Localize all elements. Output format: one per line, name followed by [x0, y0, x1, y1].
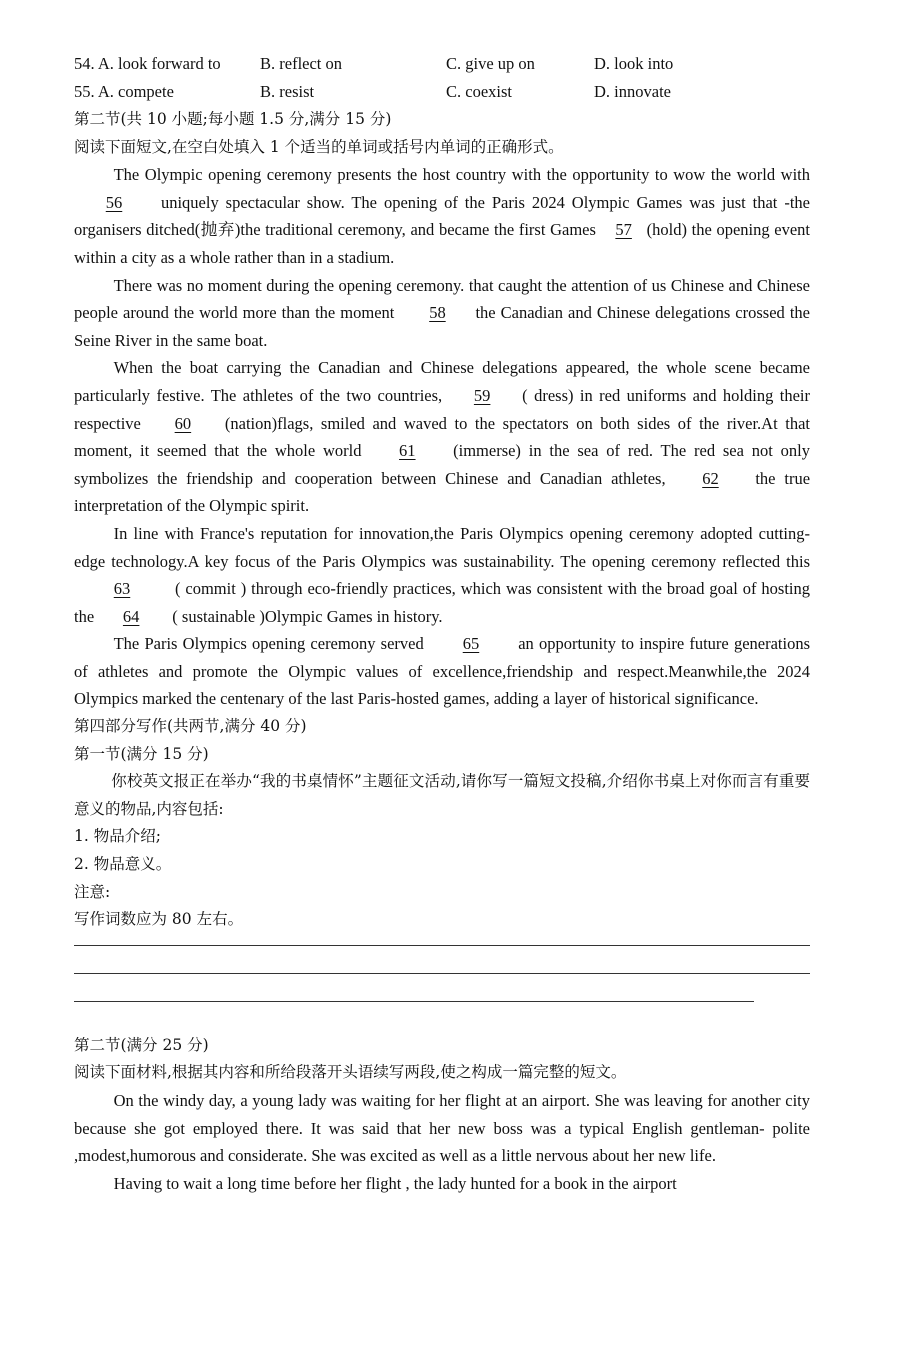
blank-59[interactable]: 59 [473, 385, 491, 405]
q55-option-a: 55. A. compete [74, 82, 174, 101]
cloze-paragraph-3: When the boat carrying the Canadian and Chinese delegations appeared, the whole scene became particularly festive. The athletes of the two countries, 59 ( dress) in red uniforms and holding their respective 60 (nation)flags, smiled and waved to the spectators on both sides of the river.At that moment, it seemed that the whole world 61 (immerse) in the sea of red. The red sea not only symbolizes the friendship and cooperation between Chinese and Canadian athletes, 62 the true interpretation of the Olympic spirit. [74, 358, 811, 516]
q54-option-d: D. look into [594, 54, 674, 73]
cloze-paragraph-2: There was no moment during the opening ceremony. that caught the attention of us Chinese and Chinese people around the world more than the moment 58 the Canadian and Chinese delegations crossed the Seine River in the same boat. [74, 275, 810, 350]
exam-page [74, 50, 810, 1197]
story-paragraph-1: On the windy day, a young lady was waiting for her flight at an airport. She was leaving for another city because she got employed there. It was said that her new boss was a typical English gentleman- polite ,modest,humorous and considerate. She was excited as well as a little nervous about her new life. [74, 1091, 810, 1166]
cloze-paragraph-1: The Olympic opening ceremony presents the host country with the opportunity to wow the world with56 uniquely spectacular show. The opening of the Paris 2024 Olympic Games was just that -the organisers ditched(抛弃)the traditional ceremony, and became the first Games 57 (hold) the opening event within a city as a whole rather than in a stadium. [74, 165, 811, 267]
writing1-heading: 第一节(满分 15 分) [74, 744, 209, 763]
blank-65[interactable]: 65 [462, 634, 480, 654]
writing1-item-1: 1. 物品介绍; [74, 827, 161, 846]
q54-option-a: 54. A. look forward to [74, 54, 221, 73]
cloze-paragraph-5: The Paris Olympics opening ceremony served 65 an opportunity to inspire future generations of athletes and promote the Olympic values of excellence,friendship and respect.Meanwhile,the 2024 Olympics marked the centenary of the last Paris-hosted games, adding a layer of historical significance. [74, 630, 810, 713]
q54-option-b: B. reflect on [260, 54, 343, 73]
writing1-wordcount: 写作词数应为 80 左右。 [74, 910, 244, 929]
blank-60[interactable]: 60 [174, 413, 192, 433]
blank-62[interactable]: 62 [702, 468, 719, 488]
blank-57[interactable]: 57 [615, 220, 632, 240]
question-55 [74, 78, 810, 106]
blank-64[interactable]: 64 [122, 606, 140, 626]
section2-instruction: 阅读下面短文,在空白处填入 1 个适当的单词或括号内单词的正确形式。 [74, 137, 564, 156]
writing1-note: 注意: [74, 882, 111, 901]
blank-56[interactable]: 56 [105, 192, 123, 212]
blank-58[interactable]: 58 [429, 303, 446, 323]
blank-61[interactable]: 61 [399, 441, 416, 461]
writing1-item-2: 2. 物品意义。 [74, 855, 172, 874]
part4-heading: 第四部分写作(共两节,满分 40 分) [74, 717, 307, 736]
q54-option-c: C. give up on [446, 54, 535, 73]
writing1-prompt: 你校英文报正在举办“我的书桌情怀”主题征文活动,请你写一篇短文投稿,介绍你书桌上对你而言有重要意义的物品,内容包括: [74, 772, 810, 818]
writing2-heading: 第二节(满分 25 分) [74, 1035, 209, 1054]
writing2-instruction: 阅读下面材料,根据其内容和所给段落开头语续写两段,使之构成一篇完整的短文。 [74, 1063, 627, 1082]
q55-option-d: D. innovate [594, 82, 671, 101]
question-54 [74, 50, 810, 78]
q55-option-c: C. coexist [446, 82, 512, 101]
story-paragraph-2: Having to wait a long time before her flight , the lady hunted for a book in the airport [113, 1173, 677, 1193]
q55-option-b: B. resist [260, 82, 315, 101]
blank-63[interactable]: 63 [113, 579, 131, 599]
section2-heading: 第二节(共 10 小题;每小题 1.5 分,满分 15 分) [74, 110, 392, 128]
cloze-paragraph-4: In line with France's reputation for innovation,the Paris Olympics opening ceremony adopted cutting-edge technology.A key focus of the Paris Olympics was sustainability. The opening ceremony reflected this 63 ( commit ) through eco-friendly practices, which was consistent with the broad goal of hosting the 64 ( sustainable )Olympic Games in history. [74, 520, 810, 630]
